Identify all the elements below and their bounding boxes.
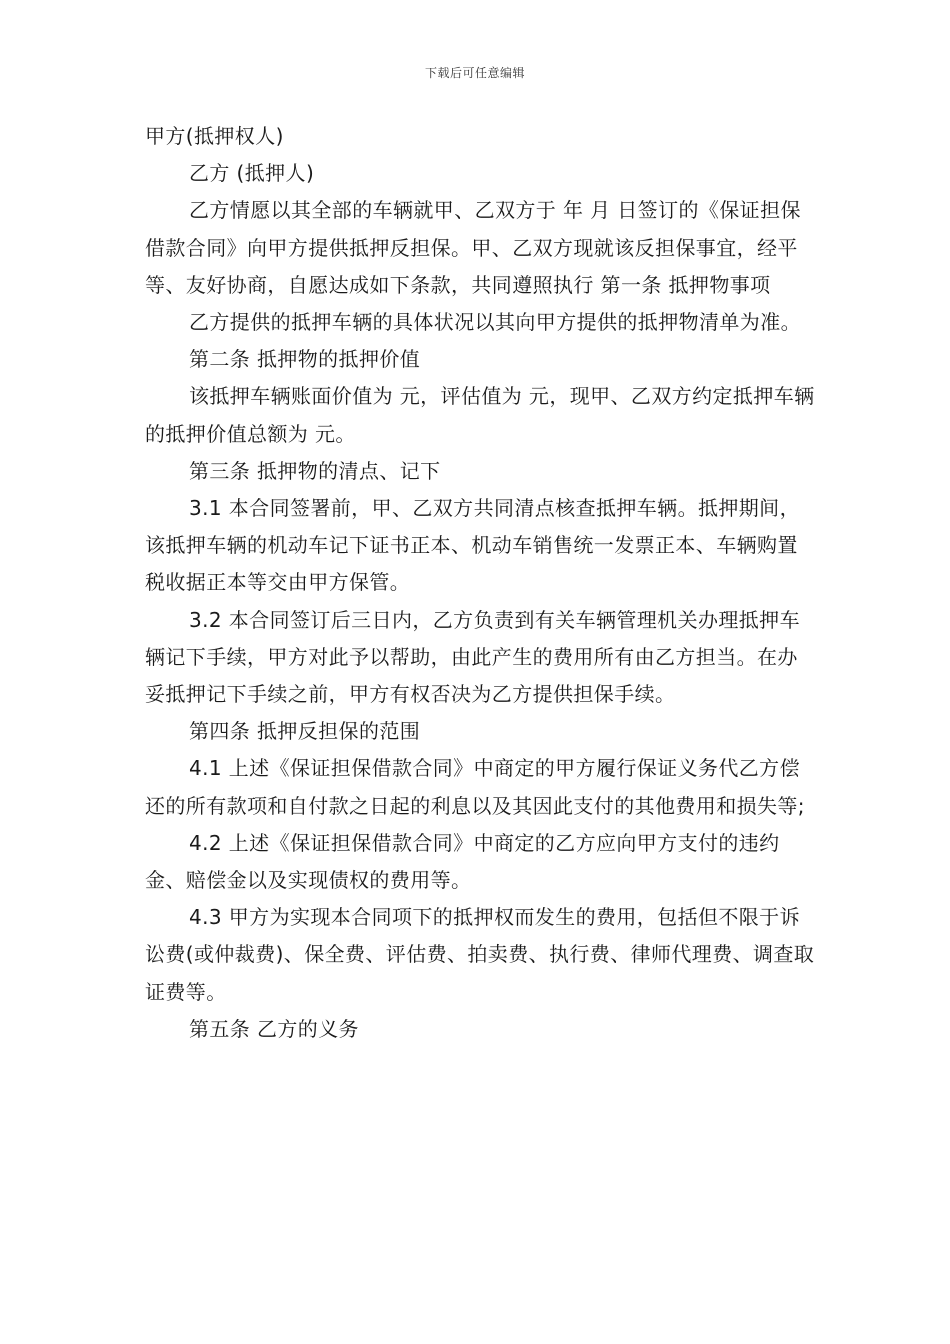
clause-4-2: 4.2 上述《保证担保借款合同》中商定的乙方应向甲方支付的违约金、赔偿金以及实现债权的费用等。 bbox=[145, 830, 780, 893]
article-4-heading: 第四条 抵押反担保的范围 bbox=[189, 719, 421, 744]
clause-3-1: 3.1 本合同签署前，甲、乙双方共同清点核查抵押车辆。抵押期间，该抵押车辆的机动车记下证书正本、机动车销售统一发票正本、车辆购置税收据正本等交由甲方保管。 bbox=[145, 496, 800, 595]
clause-4-1: 4.1 上述《保证担保借款合同》中商定的甲方履行保证义务代乙方偿还的所有款项和自付款之日起的利息以及其因此支付的其他费用和损失等; bbox=[145, 756, 805, 818]
clause-4-3: 4.3 甲方为实现本合同项下的抵押权而发生的费用，包括但不限于诉讼费(或仲裁费)、保全费、评估费、拍卖费、执行费、律师代理费、调查取证费等。 bbox=[145, 905, 815, 1004]
preamble-paragraph: 乙方情愿以其全部的车辆就甲、乙双方于 年 月 日签订的《保证担保借款合同》向甲方提供抵押反担保。甲、乙双方现就该反担保事宜，经平等、友好协商，自愿达成如下条款，共同遵照执行 第一条 抵押物事项 bbox=[145, 198, 801, 297]
page-header: 下载后可任意编辑 bbox=[424, 66, 525, 80]
clause-3-2: 3.2 本合同签订后三日内，乙方负责到有关车辆管理机关办理抵押车辆记下手续，甲方对此予以帮助，由此产生的费用所有由乙方担当。在办妥抵押记下手续之前，甲方有权否决为乙方提供担保手续。 bbox=[145, 607, 800, 707]
article-2-body: 该抵押车辆账面价值为 元，评估值为 元，现甲、乙双方约定抵押车辆的抵押价值总额为 元。 bbox=[145, 384, 815, 446]
article-5-heading: 第五条 乙方的义务 bbox=[189, 1016, 359, 1041]
article-2-heading: 第二条 抵押物的抵押价值 bbox=[189, 347, 421, 372]
party-b-line: 乙方 (抵押人) bbox=[189, 161, 315, 186]
article-3-heading: 第三条 抵押物的清点、记下 bbox=[189, 458, 441, 483]
party-a-line: 甲方(抵押权人) bbox=[145, 124, 284, 148]
document-body bbox=[145, 118, 815, 1048]
article-1-body: 乙方提供的抵押车辆的具体状况以其向甲方提供的抵押物清单为准。 bbox=[189, 310, 801, 335]
